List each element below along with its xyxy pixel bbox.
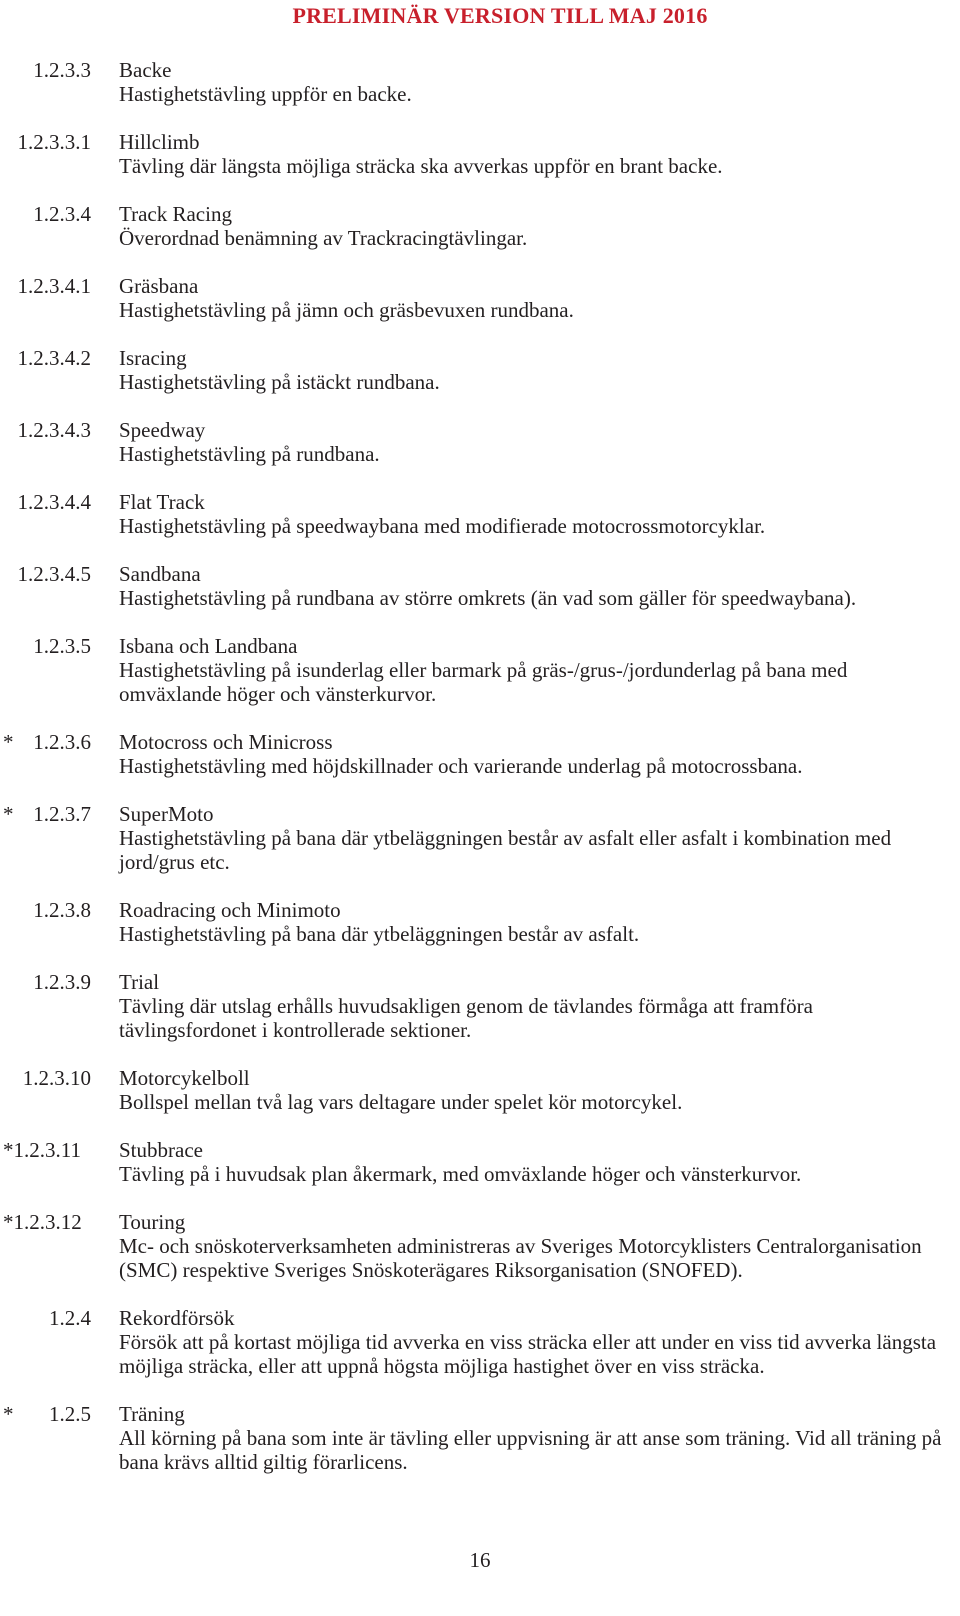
definition-entry	[0, 58, 960, 106]
entry-body	[119, 730, 949, 778]
section-code: 1.2.3.4.4	[17, 490, 91, 514]
entry-title: Trial	[119, 970, 160, 994]
section-code: 1.2.3.4.5	[17, 562, 91, 586]
entry-title: Sandbana	[119, 562, 201, 586]
entry-description: Hastighetstävling på bana där ytbeläggningen består av asfalt eller asfalt i kombination med jord/grus etc.	[119, 826, 892, 874]
entry-description: Hastighetstävling med höjdskillnader och varierande underlag på motocrossbana.	[119, 754, 803, 778]
section-code: 1.2.4	[49, 1306, 91, 1330]
definition-list	[0, 58, 960, 1498]
section-code: 1.2.3.6	[33, 730, 91, 754]
asterisk-marker: *	[3, 1402, 14, 1426]
entry-body	[119, 418, 949, 466]
section-code: 1.2.3.7	[33, 802, 91, 826]
entry-description: Hastighetstävling på bana där ytbeläggningen består av asfalt.	[119, 922, 640, 946]
section-code: 1.2.3.4	[33, 202, 91, 226]
entry-title: Gräsbana	[119, 274, 199, 298]
section-code: 1.2.3.10	[22, 1066, 91, 1090]
section-code: 1.2.3.8	[33, 898, 91, 922]
section-code: 1.2.3.4.2	[17, 346, 91, 370]
definition-entry	[0, 490, 960, 538]
entry-body	[119, 1066, 949, 1114]
entry-body	[119, 1402, 949, 1474]
entry-body	[119, 1306, 949, 1378]
definition-entry	[0, 1138, 960, 1186]
entry-description: Hastighetstävling på istäckt rundbana.	[119, 370, 440, 394]
definition-entry	[0, 130, 960, 178]
entry-title: Motocross och Minicross	[119, 730, 333, 754]
entry-body	[119, 802, 949, 874]
section-code: 1.2.3.9	[33, 970, 91, 994]
entry-title: Roadracing och Minimoto	[119, 898, 341, 922]
entry-title: Isbana och Landbana	[119, 634, 298, 658]
entry-description: All körning på bana som inte är tävling eller uppvisning är att anse som träning. Vid all träning på bana krävs alltid giltig förarlicens.	[119, 1426, 942, 1474]
entry-body	[119, 1210, 949, 1282]
entry-body	[119, 1138, 949, 1186]
entry-title: Motorcykelboll	[119, 1066, 250, 1090]
definition-entry	[0, 562, 960, 610]
entry-title: Hillclimb	[119, 130, 200, 154]
entry-title: Flat Track	[119, 490, 205, 514]
entry-description: Tävling där utslag erhålls huvudsakligen genom de tävlandes förmåga att framföra tävlingsfordonet i kontrollerade sektioner.	[119, 994, 813, 1042]
entry-description: Tävling på i huvudsak plan åkermark, med omväxlande höger och vänsterkurvor.	[119, 1162, 802, 1186]
section-code: *1.2.3.11	[3, 1138, 81, 1162]
section-code: *1.2.3.12	[3, 1210, 82, 1234]
entry-title: Rekordförsök	[119, 1306, 235, 1330]
entry-body	[119, 490, 949, 538]
entry-body	[119, 346, 949, 394]
entry-description: Hastighetstävling på jämn och gräsbevuxen rundbana.	[119, 298, 574, 322]
definition-entry	[0, 274, 960, 322]
entry-title: SuperMoto	[119, 802, 214, 826]
definition-entry	[0, 418, 960, 466]
entry-description: Försök att på kortast möjliga tid avverka en viss sträcka eller att under en viss tid avverka längsta möjliga sträcka, eller att uppnå högsta möjliga hastighet över en viss sträcka.	[119, 1330, 937, 1378]
definition-entry	[0, 1210, 960, 1282]
section-code: 1.2.3.3.1	[17, 130, 91, 154]
definition-entry	[0, 1306, 960, 1378]
section-code: 1.2.3.4.1	[17, 274, 91, 298]
preliminary-version-header: PRELIMINÄR VERSION TILL MAJ 2016	[292, 3, 708, 28]
section-code: 1.2.3.4.3	[17, 418, 91, 442]
entry-description: Hastighetstävling på speedwaybana med modifierade motocrossmotorcyklar.	[119, 514, 766, 538]
entry-title: Träning	[119, 1402, 185, 1426]
definition-entry	[0, 1066, 960, 1114]
entry-body	[119, 898, 949, 946]
entry-title: Backe	[119, 58, 172, 82]
definition-entry	[0, 730, 960, 778]
entry-body	[119, 58, 949, 106]
page-number: 16	[469, 1548, 491, 1572]
asterisk-marker: *	[3, 802, 14, 826]
definition-entry	[0, 898, 960, 946]
entry-title: Track Racing	[119, 202, 232, 226]
entry-description: Hastighetstävling på rundbana.	[119, 442, 380, 466]
definition-entry	[0, 1402, 960, 1474]
entry-body	[119, 130, 949, 178]
entry-body	[119, 202, 949, 250]
definition-entry	[0, 634, 960, 706]
entry-title: Touring	[119, 1210, 186, 1234]
definition-entry	[0, 346, 960, 394]
entry-description: Hastighetstävling på isunderlag eller barmark på gräs-/grus-/jordunderlag på bana med omväxlande höger och vänsterkurvor.	[119, 658, 848, 706]
asterisk-marker: *	[3, 730, 14, 754]
entry-description: Överordnad benämning av Trackracingtävlingar.	[119, 226, 528, 250]
section-code: 1.2.3.5	[33, 634, 91, 658]
definition-entry	[0, 970, 960, 1042]
entry-description: Hastighetstävling uppför en backe.	[119, 82, 412, 106]
entry-body	[119, 562, 949, 610]
entry-description: Tävling där längsta möjliga sträcka ska avverkas uppför en brant backe.	[119, 154, 723, 178]
entry-body	[119, 274, 949, 322]
section-code: 1.2.5	[49, 1402, 91, 1426]
entry-body	[119, 634, 949, 706]
definition-entry	[0, 802, 960, 874]
entry-body	[119, 970, 949, 1042]
entry-description: Hastighetstävling på rundbana av större omkrets (än vad som gäller för speedwaybana).	[119, 586, 857, 610]
entry-title: Speedway	[119, 418, 206, 442]
entry-title: Isracing	[119, 346, 187, 370]
entry-description: Bollspel mellan två lag vars deltagare under spelet kör motorcykel.	[119, 1090, 683, 1114]
definition-entry	[0, 202, 960, 250]
section-code: 1.2.3.3	[33, 58, 91, 82]
entry-title: Stubbrace	[119, 1138, 203, 1162]
entry-description: Mc- och snöskoterverksamheten administreras av Sveriges Motorcyklisters Centralorganisation (SMC) respektive Sveriges Snöskoterägares Riksorganisation (SNOFED).	[119, 1234, 922, 1282]
